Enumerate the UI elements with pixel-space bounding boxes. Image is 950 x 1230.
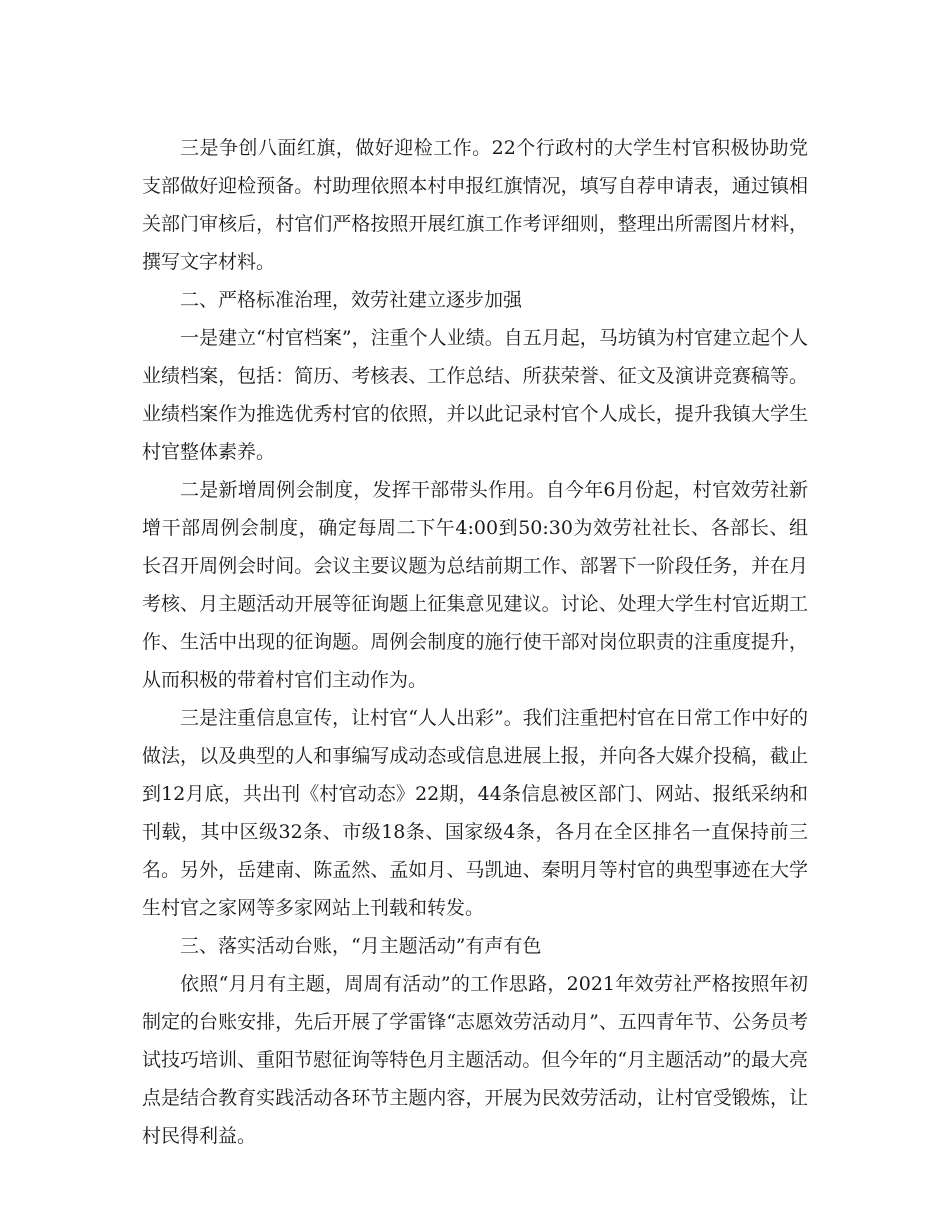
paragraph-red-flag-inspection: 三是争创八面红旗，做好迎检工作。22个行政村的大学生村官积极协助党支部做好迎检预备。村助理依照本村申报红旗情况，填写自荐申请表，通过镇相关部门审核后，村官们严格按照开展红旗工作考评细则，整理出所需图片材料，撰写文字材料。 xyxy=(142,137,808,273)
paragraph-village-official-archive: 一是建立“村官档案”，注重个人业绩。自五月起，马坊镇为村官建立起个人业绩档案，包括：简历、考核表、工作总结、所获荣誉、征文及演讲竞赛稿等。业绩档案作为推选优秀村官的依照，并以此记录村官个人成长，提升我镇大学生村官整体素养。 xyxy=(142,327,808,463)
paragraph-weekly-meeting: 二是新增周例会制度，发挥干部带头作用。自今年6月份起，村官效劳社新增干部周例会制度，确定每周二下午4:00到50:30为效劳社社长、各部长、组长召开周例会时间。会议主要议题为总结前期工作、部署下一阶段任务，并在月考核、月主题活动开展等征询题上征集意见建议。讨论、处理大学生村官近期工作、生活中出现的征询题。周例会制度的施行使干部对岗位职责的注重度提升，从而积极的带着村官们主动作为。 xyxy=(142,479,808,691)
section-heading-2: 二、严格标准治理，效劳社建立逐步加强 xyxy=(180,289,523,311)
paragraph-information-publicity: 三是注重信息宣传，让村官“人人出彩”。我们注重把村官在日常工作中好的做法，以及典型的人和事编写成动态或信息进展上报，并向各大媒介投稿，截止到12月底，共出刊《村官动态》22期，44条信息被区部门、网站、报纸采纳和刊载，其中区级32条、市级18条、国家级4条，各月在全区排名一直保持前三名。另外，岳建南、陈孟然、孟如月、马凯迪、秦明月等村官的典型事迹在大学生村官之家网等多家网站上刊载和转发。 xyxy=(142,707,808,919)
section-heading-3: 三、落实活动台账，“月主题活动”有声有色 xyxy=(180,935,542,957)
paragraph-monthly-theme-activity: 依照“月月有主题，周周有活动”的工作思路，2021年效劳社严格按照年初制定的台账安排，先后开展了学雷锋“志愿效劳活动月”、五四青年节、公务员考试技巧培训、重阳节慰征询等特色月主题活动。但今年的“月主题活动”的最大亮点是结合教育实践活动各环节主题内容，开展为民效劳活动，让村官受锻炼，让村民得利益。 xyxy=(142,973,808,1147)
document-body xyxy=(142,129,808,1155)
